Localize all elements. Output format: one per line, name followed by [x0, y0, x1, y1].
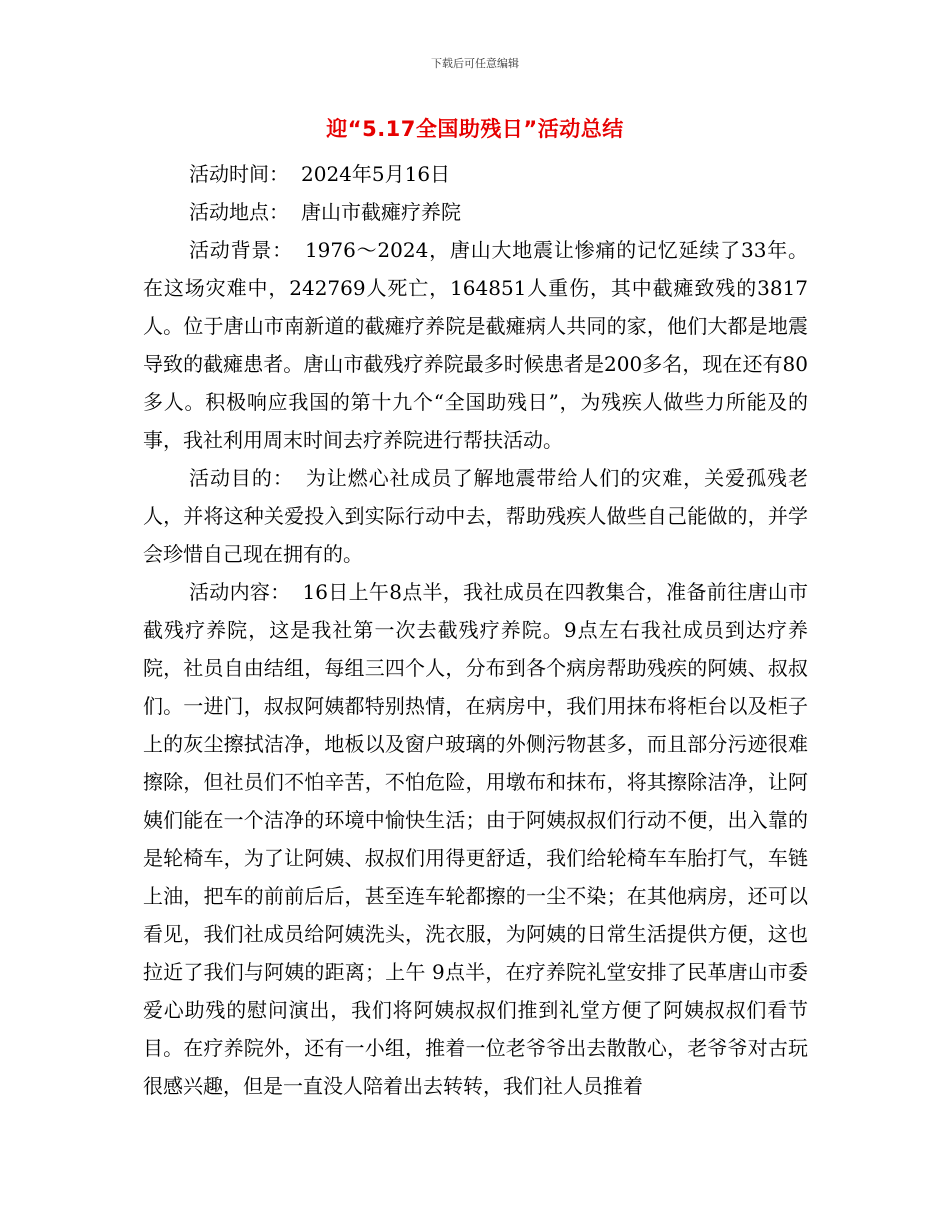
- place-label: 活动地点：: [189, 200, 289, 224]
- background-paragraph: [143, 231, 808, 459]
- document-body: [143, 155, 808, 1105]
- background-label: 活动背景：: [189, 238, 293, 262]
- place-paragraph: [143, 193, 808, 231]
- content-label: 活动内容：: [189, 580, 291, 604]
- time-label: 活动时间：: [189, 162, 289, 186]
- content-paragraph: [143, 573, 808, 1105]
- background-text: 1976～2024，唐山大地震让惨痛的记忆延续了33年。在这场灾难中，242769人死亡，164851人重伤，其中截瘫致残的3817人。位于唐山市南新道的截瘫疗养院是截瘫病人共同的家，他们大都是地震导致的截瘫患者。唐山市截残疗养院最多时候患者是200多名，现在还有80多人。积极响应我国的第十九个“全国助残日”，为残疾人做些力所能及的事，我社利用周末时间去疗养院进行帮扶活动。: [143, 238, 808, 452]
- purpose-label: 活动目的：: [189, 466, 294, 490]
- header-note: 下载后可任意编辑: [431, 57, 519, 70]
- time-paragraph: [143, 155, 808, 193]
- time-value: 2024年5月16日: [301, 162, 451, 186]
- purpose-paragraph: [143, 459, 808, 573]
- document-title: 迎“5.17全国助残日”活动总结: [326, 117, 624, 141]
- purpose-text: 为让燃心社成员了解地震带给人们的灾难，关爱孤残老人，并将这种关爱投入到实际行动中去，帮助残疾人做些自己能做的，并学会珍惜自己现在拥有的。: [143, 466, 809, 566]
- place-value: 唐山市截瘫疗养院: [301, 200, 461, 224]
- content-text: 16日上午8点半，我社成员在四教集合，准备前往唐山市截残疗养院，这是我社第一次去截残疗养院。9点左右我社成员到达疗养院，社员自由结组，每组三四个人，分布到各个病房帮助残疾的阿姨、叔叔们。一进门，叔叔阿姨都特别热情，在病房中，我们用抹布将柜台以及柜子上的灰尘擦拭洁净，地板以及窗户玻璃的外侧污物甚多，而且部分污迹很难擦除，但社员们不怕辛苦，不怕危险，用墩布和抹布，将其擦除洁净，让阿姨们能在一个洁净的环境中愉快生活；由于阿姨叔叔们行动不便，出入靠的是轮椅车，为了让阿姨、叔叔们用得更舒适，我们给轮椅车车胎打气，车链上油，把车的前前后后，甚至连车轮都擦的一尘不染；在其他病房，还可以看见，我们社成员给阿姨洗头，洗衣服，为阿姨的日常生活提供方便，这也拉近了我们与阿姨的距离；上午 9点半，在疗养院礼堂安排了民革唐山市委爱心助残的慰问演出，我们将阿姨叔叔们推到礼堂方便了阿姨叔叔们看节目。在疗养院外，还有一小组，推着一位老爷爷出去散散心，老爷爷对古玩很感兴趣，但是一直没人陪着出去转转，我们社人员推着: [143, 580, 808, 1098]
